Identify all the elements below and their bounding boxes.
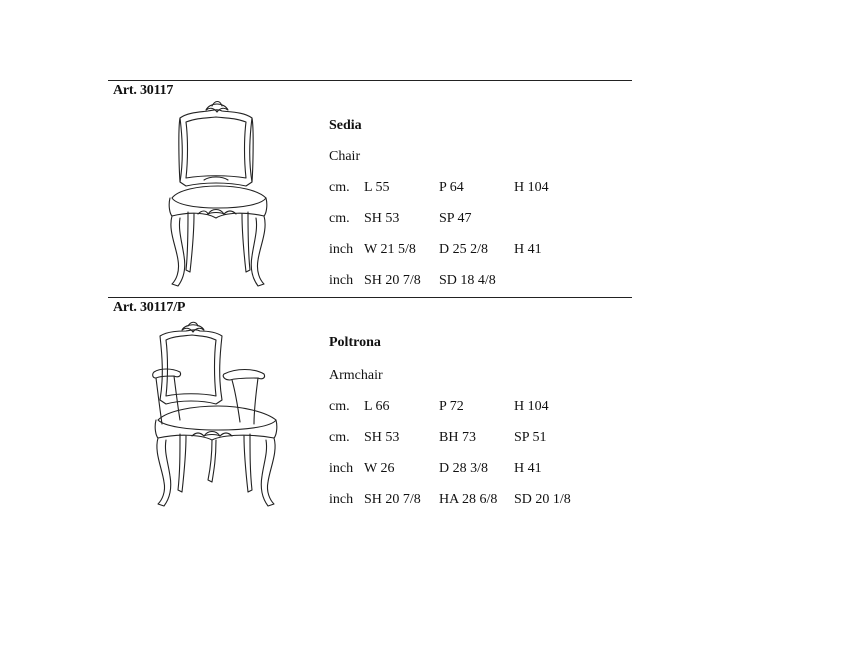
spec-value: SP 51 [514, 430, 547, 445]
product-name: Poltrona [329, 335, 381, 350]
spec-value: SH 53 [364, 211, 400, 226]
spec-value: HA 28 6/8 [439, 492, 498, 507]
spec-value: SD 20 1/8 [514, 492, 571, 507]
spec-value: SH 53 [364, 430, 400, 445]
chair-illustration-icon [158, 98, 278, 290]
spec-unit: inch [329, 461, 354, 476]
spec-unit: cm. [329, 211, 350, 226]
top-divider [108, 80, 632, 81]
spec-value: P 72 [439, 399, 464, 414]
spec-unit: cm. [329, 180, 350, 195]
spec-value: H 41 [514, 461, 542, 476]
spec-value: SP 47 [439, 211, 472, 226]
spec-unit: inch [329, 273, 354, 288]
spec-unit: inch [329, 492, 354, 507]
product-name: Sedia [329, 118, 362, 133]
spec-value: SH 20 7/8 [364, 273, 421, 288]
product-subtitle: Chair [329, 149, 361, 164]
spec-value: L 55 [364, 180, 390, 195]
armchair-illustration-icon [146, 320, 282, 510]
spec-unit: cm. [329, 430, 350, 445]
spec-value: W 26 [364, 461, 395, 476]
article-code: Art. 30117 [113, 83, 174, 98]
spec-value: SD 18 4/8 [439, 273, 496, 288]
spec-unit: inch [329, 242, 354, 257]
spec-value: W 21 5/8 [364, 242, 416, 257]
spec-value: H 41 [514, 242, 542, 257]
spec-value: L 66 [364, 399, 390, 414]
article-code: Art. 30117/P [113, 300, 186, 315]
spec-value: BH 73 [439, 430, 476, 445]
product-subtitle: Armchair [329, 368, 383, 383]
spec-unit: cm. [329, 399, 350, 414]
spec-value: SH 20 7/8 [364, 492, 421, 507]
spec-value: H 104 [514, 180, 549, 195]
section-divider [108, 297, 632, 298]
spec-value: D 25 2/8 [439, 242, 488, 257]
spec-value: H 104 [514, 399, 549, 414]
spec-value: P 64 [439, 180, 464, 195]
spec-value: D 28 3/8 [439, 461, 488, 476]
